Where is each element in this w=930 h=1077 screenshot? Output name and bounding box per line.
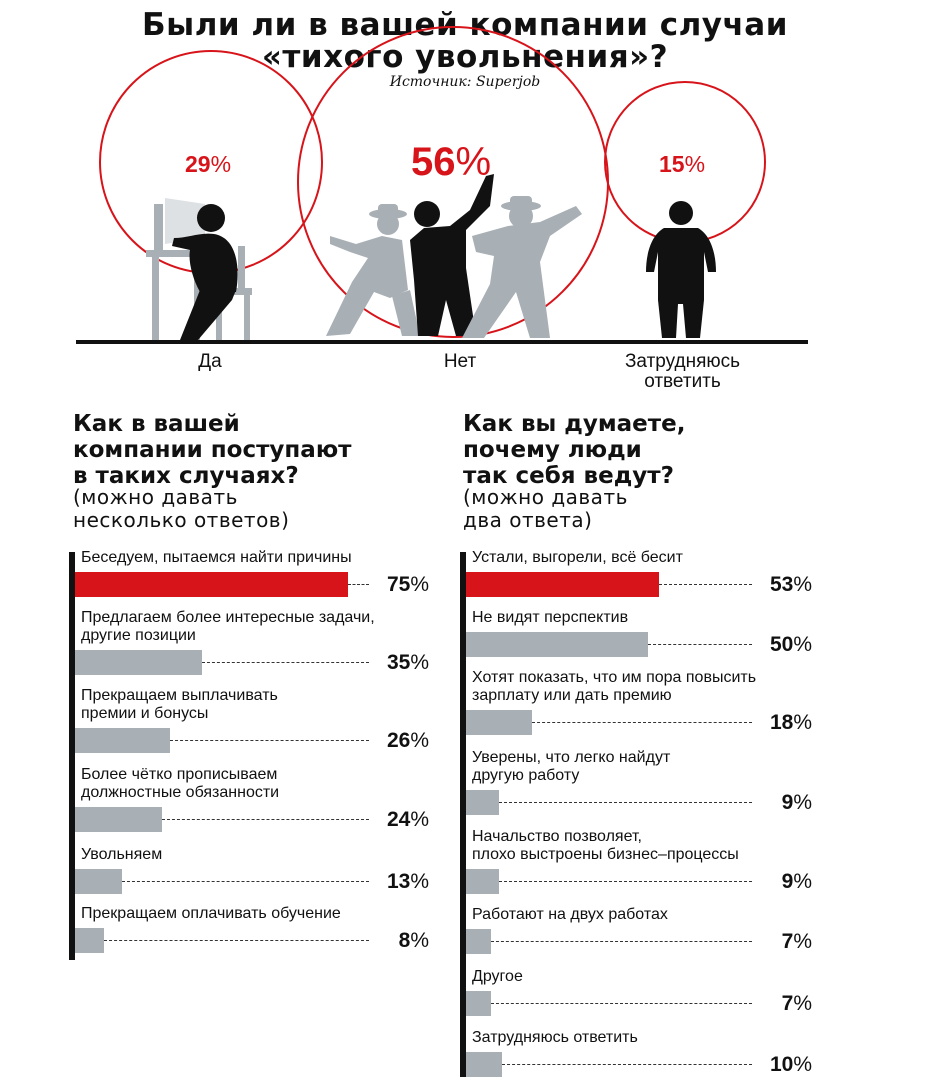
right-bar-value: 7%: [781, 930, 812, 953]
left-bar-leader: [162, 819, 369, 820]
right-bar: [466, 991, 491, 1016]
right-bar-leader: [502, 1064, 752, 1065]
right-bar-label: Хотят показать, что им пора повысить зарплату или дать премию: [472, 669, 757, 704]
top-label-no: Нет: [443, 351, 477, 372]
right-bar-label: Начальство позволяет, плохо выстроены бизнес–процессы: [472, 828, 739, 863]
right-section-subtitle: (можно давать два ответа): [463, 485, 628, 532]
left-bar-value: 35%: [386, 651, 429, 674]
right-bar: [466, 1052, 502, 1077]
right-bar-leader: [491, 941, 752, 942]
right-bar-value: 7%: [781, 992, 812, 1015]
left-bar-leader: [202, 662, 369, 663]
left-bar-leader: [170, 740, 369, 741]
left-bar-label: Беседуем, пытаемся найти причины: [81, 549, 352, 566]
left-bar: [75, 807, 162, 832]
left-bar-label: Увольняем: [81, 846, 163, 863]
left-bar-label: Более чётко прописываем должностные обязанности: [81, 766, 280, 801]
right-bar-label: Уверены, что легко найдут другую работу: [472, 749, 671, 784]
top-label-yes: Да: [198, 351, 222, 372]
left-bar-value: 24%: [386, 808, 429, 831]
right-bar: [466, 929, 491, 954]
right-bar-value: 10%: [769, 1053, 812, 1076]
right-bar-leader: [532, 722, 752, 723]
right-bar: [466, 710, 532, 735]
standing-figure: [646, 201, 716, 338]
top-illustration: [0, 0, 930, 400]
left-bar-leader: [348, 584, 369, 585]
left-bar-value: 13%: [386, 870, 429, 893]
left-bar: [75, 728, 170, 753]
right-bar-leader: [499, 802, 752, 803]
right-bar: [466, 632, 648, 657]
right-bar-label: Затрудняюсь ответить: [472, 1029, 638, 1046]
left-bar-label: Прекращаем выплачивать премии и бонусы: [81, 687, 278, 722]
left-bar: [75, 572, 348, 597]
right-bar-label: Устали, выгорели, всё бесит: [472, 549, 683, 566]
left-bar-leader: [122, 881, 369, 882]
left-bar-leader: [104, 940, 369, 941]
right-bar-leader: [499, 881, 752, 882]
right-bar-leader: [648, 644, 752, 645]
right-bar: [466, 572, 659, 597]
ground-line: [76, 340, 808, 344]
right-bar-value: 18%: [769, 711, 812, 734]
left-bar-label: Прекращаем оплачивать обучение: [81, 905, 341, 922]
left-bar-label: Предлагаем более интересные задачи, другие позиции: [81, 609, 375, 644]
top-value-yes: 29%: [185, 151, 232, 177]
right-section-title: Как вы думаете, почему люди так себя ведут?: [463, 411, 686, 489]
chart-title-line-2: «тихого увольнения»?: [261, 39, 669, 75]
left-bar-chart: [69, 549, 429, 960]
protest-group-figure: [326, 174, 582, 338]
tired-worker-figure: [146, 198, 252, 340]
right-bar-value: 9%: [781, 791, 812, 814]
right-bar-label: Работают на двух работах: [472, 906, 668, 923]
right-bar-leader: [491, 1003, 752, 1004]
left-axis: [69, 552, 75, 960]
right-bar-value: 9%: [781, 870, 812, 893]
right-bar-value: 50%: [769, 633, 812, 656]
left-section-subtitle: (можно давать несколько ответов): [73, 485, 290, 532]
top-value-unsure: 15%: [659, 151, 706, 177]
left-bar: [75, 928, 104, 953]
left-bar-value: 8%: [398, 929, 429, 952]
right-bar-label: Не видят перспектив: [472, 609, 629, 626]
left-bar: [75, 869, 122, 894]
top-value-no: 56%: [411, 140, 492, 184]
right-bar: [466, 869, 499, 894]
chart-title-line-1: Были ли в вашей компании случаи: [142, 7, 788, 43]
right-bar-value: 53%: [769, 573, 812, 596]
source-note: Источник: Superjob: [389, 74, 541, 90]
left-bar-value: 26%: [386, 729, 429, 752]
top-label-unsure: Затрудняюсь ответить: [624, 351, 741, 392]
right-bar-leader: [659, 584, 752, 585]
left-section-title: Как в вашей компании поступают в таких случаях?: [73, 411, 352, 489]
left-bar-value: 75%: [386, 573, 429, 596]
right-bar-label: Другое: [472, 968, 523, 985]
right-bar: [466, 790, 499, 815]
left-bar: [75, 650, 202, 675]
right-bar-chart: [460, 549, 812, 1077]
